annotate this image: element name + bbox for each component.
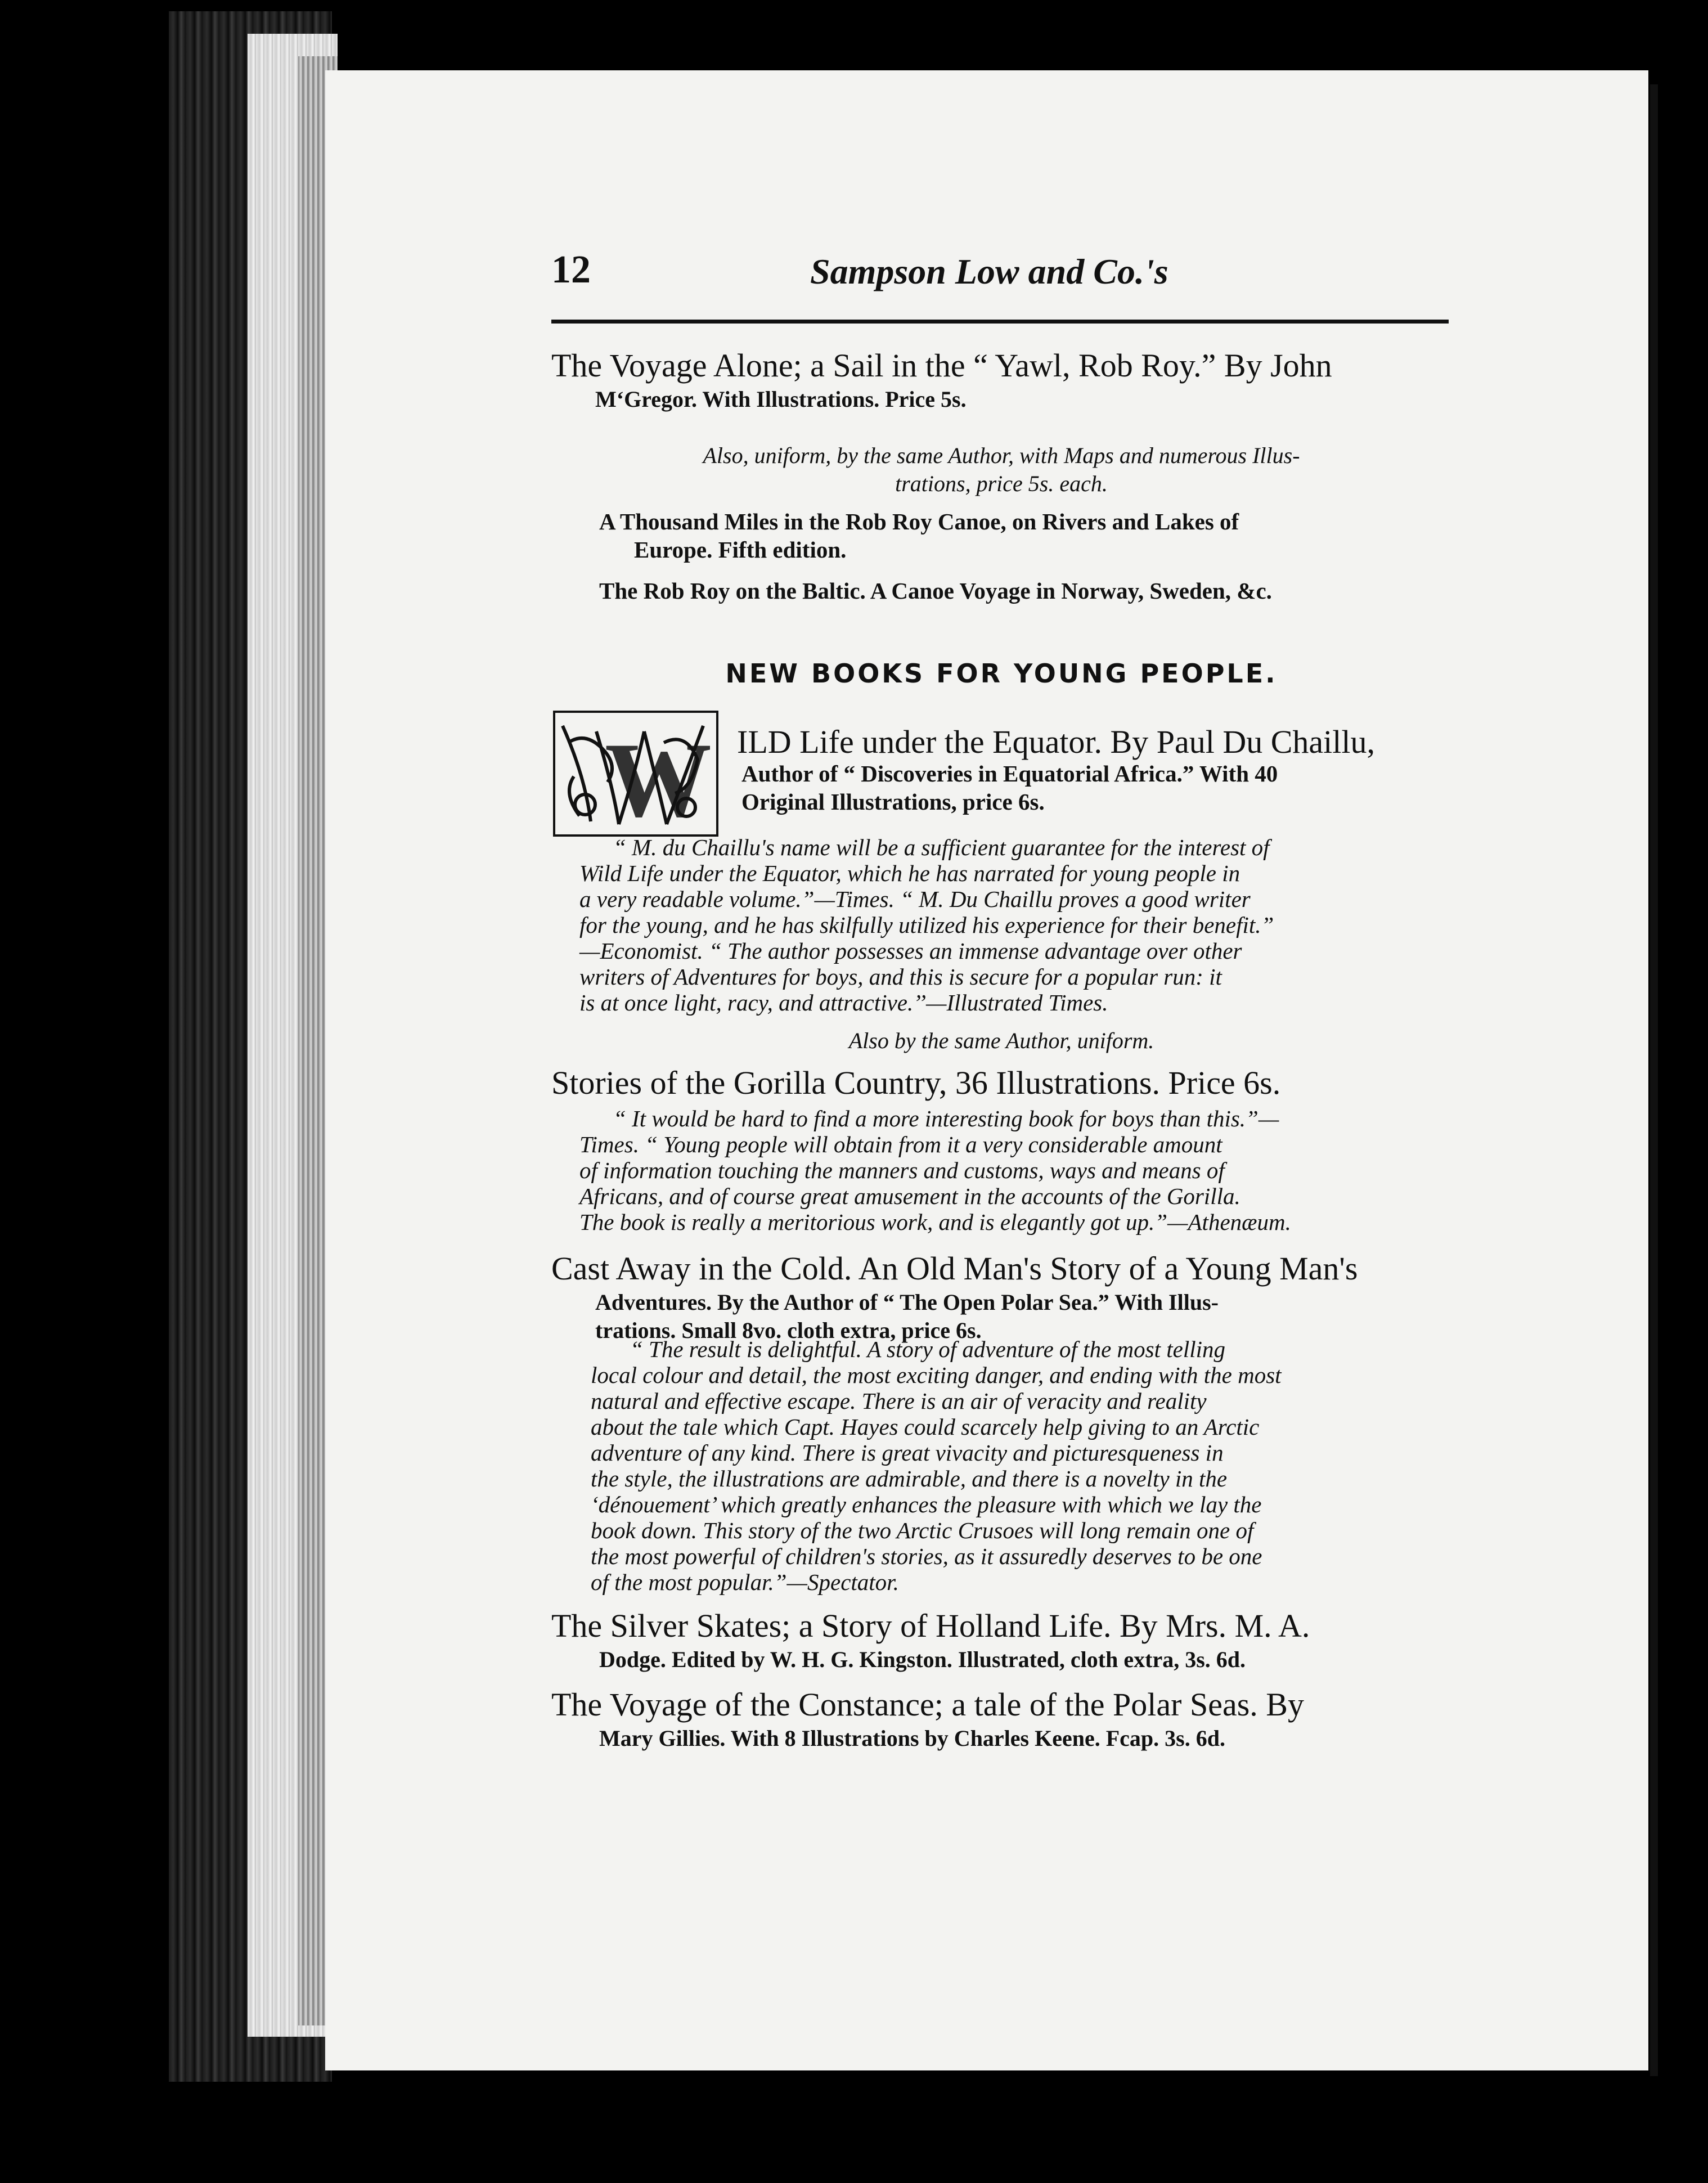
review-line: “ It would be hard to find a more interesting book for boys than this.”— — [613, 1106, 1279, 1131]
running-title: Sampson Low and Co.'s — [810, 251, 1168, 291]
entry-title: The Voyage of the Constance; a tale of the Polar Seas. By — [551, 1686, 1304, 1723]
review-line: Africans, and of course great amusement in the accounts of the Gorilla. — [579, 1183, 1240, 1209]
review-line: the most powerful of children's stories, as it assuredly deserves to be one — [591, 1543, 1262, 1569]
review-gorilla — [579, 1106, 1457, 1235]
ornamental-w-icon — [551, 709, 720, 838]
also-uniform-note — [551, 442, 1451, 498]
initial-letter: W — [605, 721, 712, 838]
entry-title: Stories of the Gorilla Country, 36 Illustrations. Price 6s. — [551, 1064, 1281, 1101]
entry-silver-skates — [551, 1606, 1451, 1674]
facing-page-edge — [1650, 84, 1658, 2076]
note-line: Also, uniform, by the same Author, with Maps and numerous Illus- — [703, 443, 1300, 468]
review-line: Wild Life under the Equator, which he has narrated for young people in — [579, 860, 1240, 886]
review-line: about the tale which Capt. Hayes could scarcely help giving to an Arctic — [591, 1414, 1260, 1440]
section-heading-block — [551, 658, 1451, 689]
review-line: book down. This story of the two Arctic Crusoes will long remain one of — [591, 1517, 1254, 1543]
entry-line: The Rob Roy on the Baltic. A Canoe Voyage in Norway, Sweden, &c. — [599, 578, 1272, 604]
review-line: writers of Adventures for boys, and this is secure for a popular run: it — [579, 964, 1222, 990]
entry-title: Cast Away in the Cold. An Old Man's Story of a Young Man's — [551, 1250, 1358, 1287]
entry-gorilla — [551, 1063, 1451, 1103]
review-line: natural and effective escape. There is an air of veracity and reality — [591, 1388, 1207, 1414]
review-line: —Economist. “ The author possesses an immense advantage over other — [579, 938, 1242, 964]
entry-details: M‘Gregor. With Illustrations. Price 5s. — [595, 387, 967, 412]
entry-constance — [551, 1685, 1451, 1753]
review-line: for the young, and he has skilfully utilized his experience for their benefit.” — [579, 912, 1274, 938]
review-line: local colour and detail, the most exciting danger, and ending with the most — [591, 1362, 1282, 1388]
review-line: “ M. du Chaillu's name will be a sufficient guarantee for the interest of — [613, 834, 1270, 860]
note-line: Also by the same Author, uniform. — [848, 1028, 1154, 1053]
entry-cast-away — [551, 1249, 1451, 1345]
entry-line: A Thousand Miles in the Rob Roy Canoe, on Rivers and Lakes of — [599, 509, 1239, 534]
entry-title: The Silver Skates; a Story of Holland Life. By Mrs. M. A. — [551, 1607, 1310, 1644]
review-line: a very readable volume.”—Times. “ M. Du Chaillu proves a good writer — [579, 886, 1251, 912]
note-line: trations, price 5s. each. — [895, 471, 1108, 496]
review-line: adventure of any kind. There is great vivacity and picturesqueness in — [591, 1440, 1224, 1466]
entry-details: Mary Gillies. With 8 Illustrations by Charles Keene. Fcap. 3s. 6d. — [599, 1726, 1225, 1751]
entry-thousand-miles — [599, 507, 1454, 564]
entry-details: Original Illustrations, price 6s. — [741, 789, 1045, 815]
also-same-author-note — [551, 1027, 1451, 1055]
entry-details: Adventures. By the Author of “ The Open Polar Sea.” With Illus- — [595, 1290, 1219, 1315]
review-line: of the most popular.”—Spectator. — [591, 1569, 899, 1595]
review-line: The book is really a meritorious work, and is elegantly got up.”—Athenæum. — [579, 1209, 1291, 1235]
entry-title-wild-life: ILD Life under the Equator. By Paul Du Chaillu, — [737, 724, 1376, 760]
entry-details: Dodge. Edited by W. H. G. Kingston. Illustrated, cloth extra, 3s. 6d. — [599, 1647, 1246, 1672]
review-wild-life — [579, 834, 1457, 1016]
review-line: “ The result is delightful. A story of adventure of the most telling — [630, 1336, 1225, 1362]
review-cast-away — [591, 1336, 1457, 1595]
entry-title: The Voyage Alone; a Sail in the “ Yawl, Rob Roy.” By John — [551, 347, 1332, 384]
entry-voyage-alone — [551, 346, 1451, 414]
review-line: ‘dénouement’ which greatly enhances the pleasure with which we lay the — [591, 1492, 1262, 1517]
entry-rob-roy-baltic — [599, 577, 1454, 605]
review-line: of information touching the manners and customs, ways and means of — [579, 1157, 1225, 1183]
review-line: is at once light, racy, and attractive.’’—Illustrated Times. — [579, 990, 1108, 1016]
header-rule — [551, 320, 1449, 324]
entry-line: Europe. Fifth edition. — [634, 537, 847, 563]
entry-details: trations. Small 8vo. cloth extra, price 6s. — [595, 1318, 982, 1343]
entry-details: Author of “ Discoveries in Equatorial Africa.” With 40 — [741, 761, 1278, 787]
review-line: the style, the illustrations are admirable, and there is a novelty in the — [591, 1466, 1228, 1492]
ornamental-initial — [551, 709, 726, 838]
page-number: 12 — [551, 248, 591, 291]
section-heading: NEW BOOKS FOR YOUNG PEOPLE. — [725, 658, 1278, 689]
review-line: Times. “ Young people will obtain from it a very considerable amount — [579, 1131, 1222, 1157]
